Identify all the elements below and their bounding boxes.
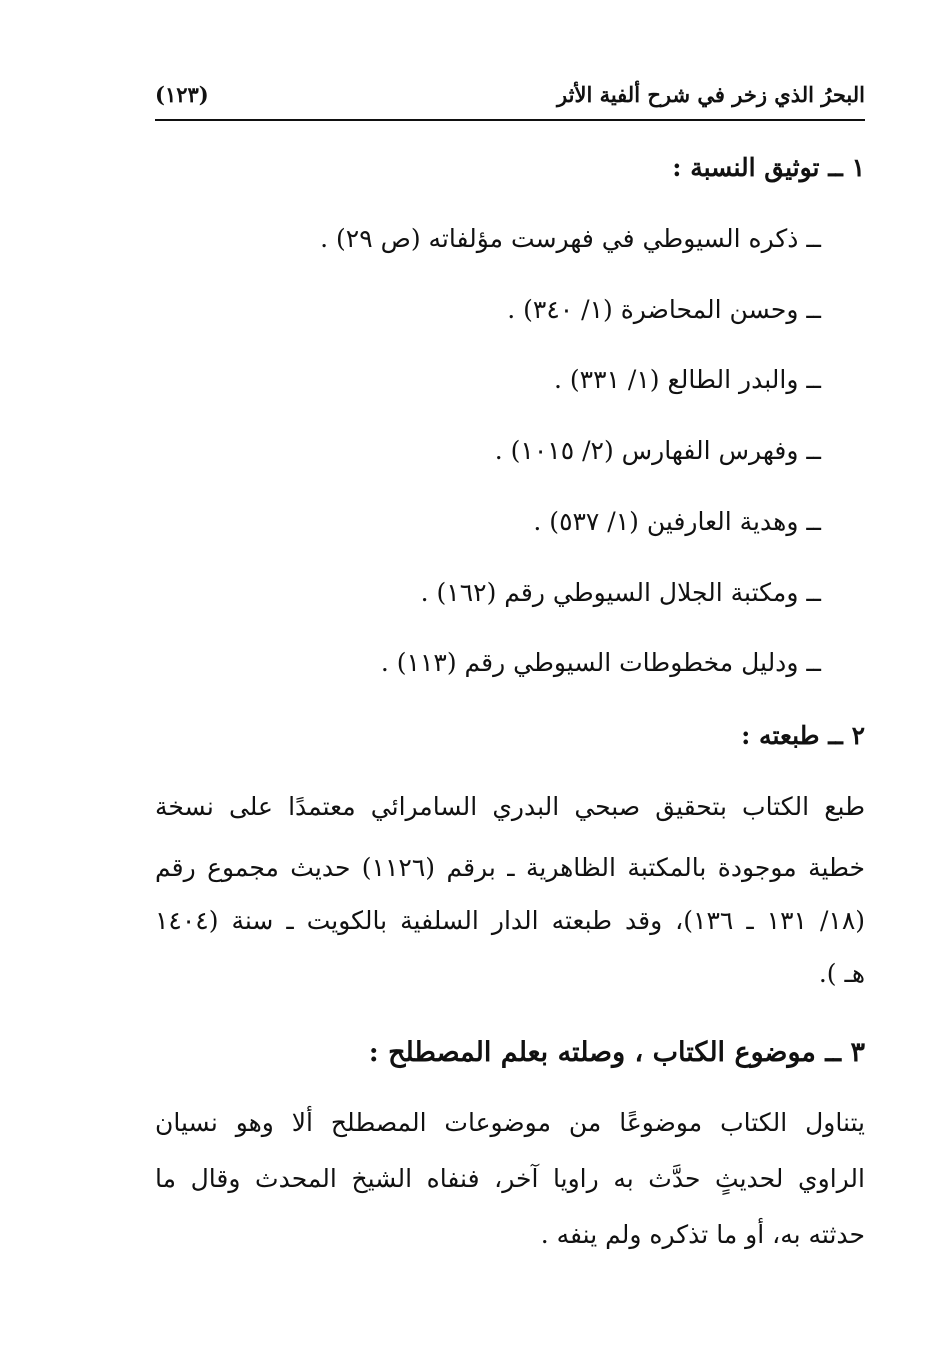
section3-heading: ٣ ــ موضوع الكتاب ، وصلته بعلم المصطلح : <box>368 1037 865 1068</box>
paragraph-line: (١٨/ ١٣١ ـ ١٣٦)، وقد طبعته الدار السلفية بالكويت ـ سنة (١٤٠٤ <box>155 906 866 935</box>
list-item: ــ ومكتبة الجلال السيوطي رقم (١٦٢) . <box>420 578 821 607</box>
header-title: البحرُ الذي زخر في شرح ألفية الأثر <box>557 82 865 107</box>
list-item: ــ ودليل مخطوطات السيوطي رقم (١١٣) . <box>380 648 821 677</box>
paragraph-line: هـ ). <box>818 959 865 988</box>
list-item: ــ والبدر الطالع (١/ ٣٣١) . <box>554 365 821 394</box>
paragraph-line: حدثته به، أو ما تذكره ولم ينفه . <box>540 1220 865 1249</box>
page-number: (١٢٣) <box>155 82 209 107</box>
paragraph-line: يتناول الكتاب موضوعًا من موضوعات المصطلح ألا وهو نسيان <box>155 1108 865 1137</box>
section1-heading: ١ ــ توثيق النسبة : <box>672 153 865 182</box>
header-rule <box>155 119 865 121</box>
list-item: ــ وحسن المحاضرة (١/ ٣٤٠) . <box>507 295 821 324</box>
paragraph-line: الراوي لحديثٍ حدَّث به راويا آخر، فنفاه الشيخ المحدث وقال ما <box>155 1164 865 1193</box>
list-item: ــ ذكره السيوطي في فهرست مؤلفاته (ص ٢٩) . <box>320 224 821 253</box>
section2-heading: ٢ ــ طبعته : <box>741 721 865 750</box>
paragraph-line: خطية موجودة بالمكتبة الظاهرية ـ برقم (١١٢٦) حديث مجموع رقم <box>155 853 866 882</box>
list-item: ــ وفهرس الفهارس (٢/ ١٠١٥) . <box>494 436 821 465</box>
list-item: ــ وهدية العارفين (١/ ٥٣٧) . <box>533 507 821 536</box>
paragraph-line: طبع الكتاب بتحقيق صبحي البدري السامرائي معتمدًا على نسخة <box>155 792 865 821</box>
running-header <box>155 82 865 116</box>
